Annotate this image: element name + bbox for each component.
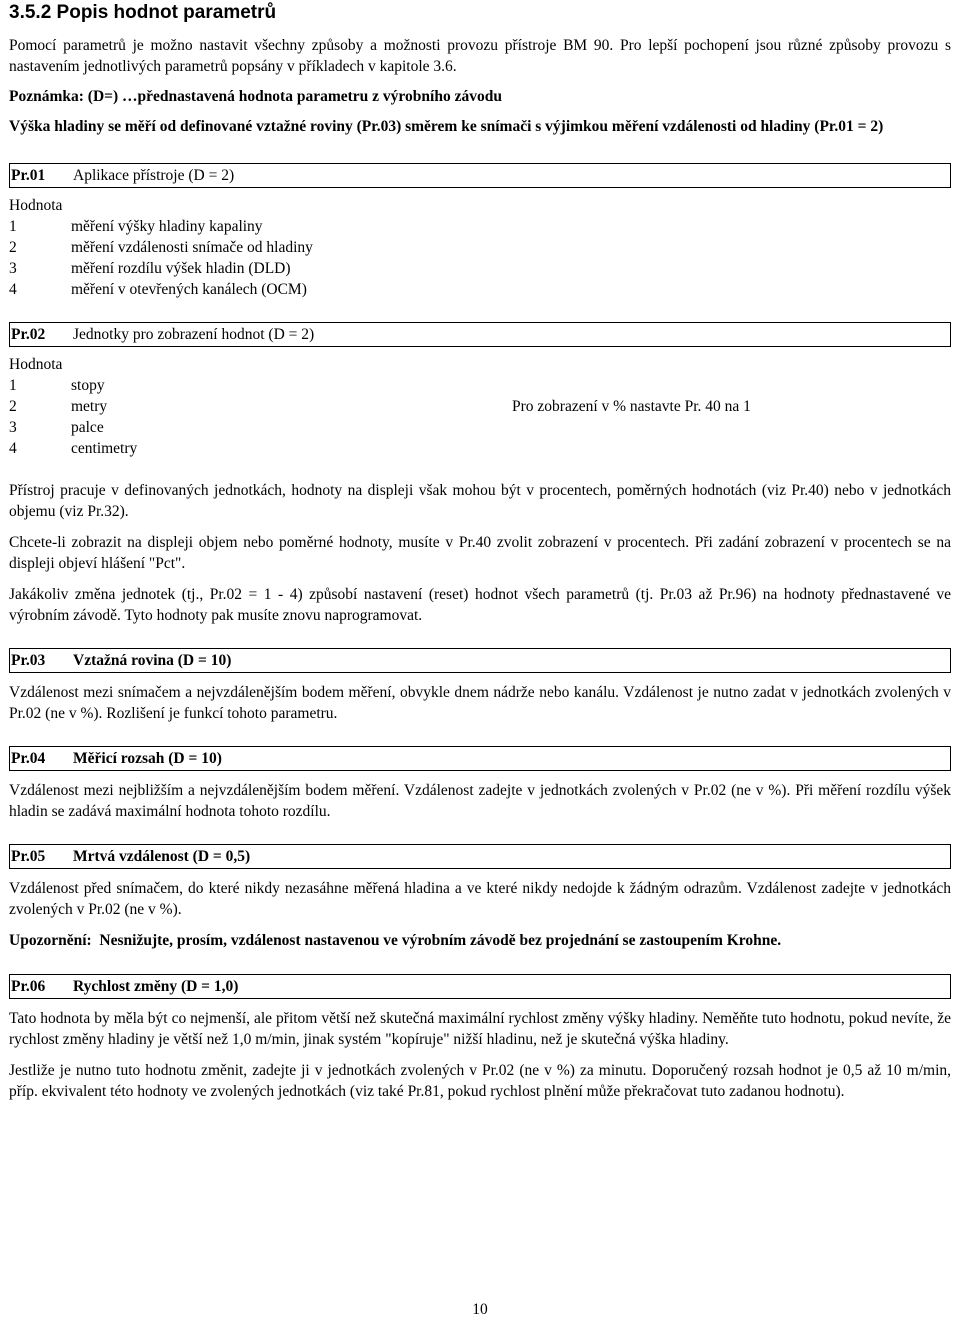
pr02-paragraph-1: Přístroj pracuje v definovaných jednotkách, hodnoty na displeji však mohou být v procentech, poměrných hodnotách (viz Pr.40) nebo v jednotkách objemu (viz Pr.32). <box>9 482 951 520</box>
value-row <box>9 258 951 279</box>
value-number: 2 <box>9 398 17 415</box>
value-number: 1 <box>9 377 17 394</box>
warning-text: Nesnižujte, prosím, vzdálenost nastavenou ve výrobním závodě bez projednání se zastoupením Krohne. <box>99 932 782 949</box>
value-number: 2 <box>9 239 17 256</box>
value-number: 4 <box>9 281 17 298</box>
param-name: Aplikace přístroje (D = 2) <box>73 166 235 184</box>
pr06-paragraph-1: Tato hodnota by měla být co nejmenší, ale přitom větší než skutečná maximální rychlost změny výšky hladiny. Neměňte tuto hodnotu, pokud nevíte, že rychlost změny hladiny je větší než 1,0 m/min, jinak systém "kopíruje" nižší hladinu, než je skutečná výška hladiny. <box>9 1010 951 1048</box>
pr05-paragraph-1: Vzdálenost před snímačem, do které nikdy nezasáhne měřená hladina a ve které nikdy nedojde k žádným odrazům. Vzdálenost zadejte v jednotkách zvolených v Pr.02 (ne v %). <box>9 880 951 918</box>
default-value-note: Poznámka: (D=) …přednastavená hodnota parametru z výrobního závodu <box>9 88 502 105</box>
value-number: 3 <box>9 260 17 277</box>
param-header-pr02 <box>9 322 951 347</box>
value-number: 4 <box>9 440 17 457</box>
value-row <box>9 417 951 438</box>
value-label: měření výšky hladiny kapaliny <box>71 218 263 235</box>
value-note: Pro zobrazení v % nastavte Pr. 40 na 1 <box>512 398 751 415</box>
page-number: 10 <box>472 1301 488 1318</box>
value-label: palce <box>71 419 104 436</box>
value-row <box>9 237 951 258</box>
value-number: 3 <box>9 419 17 436</box>
value-row <box>9 396 951 417</box>
pr02-paragraph-3: Jakákoliv změna jednotek (tj., Pr.02 = 1 - 4) způsobí nastavení (reset) hodnot všech parametrů (tj. Pr.03 až Pr.96) na hodnoty přednastavené ve výrobním závodě. Tyto hodnoty pak musíte znovu naprogramovat. <box>9 586 951 624</box>
param-header-pr03 <box>9 648 951 673</box>
param-header-pr04 <box>9 746 951 771</box>
pr06-paragraph-2: Jestliže je nutno tuto hodnotu změnit, zadejte ji v jednotkách zvolených v Pr.02 (ne v %) za minutu. Doporučený rozsah hodnot je 0,5 až 10 m/min, příp. ekvivalent této hodnoty ve zvolených jednotkách (viz také Pr.81, pokud rychlost plnění může překračovat tuto zadanou hodnotu). <box>9 1062 951 1100</box>
value-label: měření v otevřených kanálech (OCM) <box>71 281 307 298</box>
param-number: Pr.01 <box>11 166 46 184</box>
param-number: Pr.02 <box>11 325 46 343</box>
value-label: měření rozdílu výšek hladin (DLD) <box>71 260 291 277</box>
section-title: 3.5.2 Popis hodnot parametrů <box>9 2 277 23</box>
param-name: Vztažná rovina (D = 10) <box>73 651 232 669</box>
value-row <box>9 438 951 459</box>
param-header-pr01 <box>9 163 951 188</box>
value-label: stopy <box>71 377 105 394</box>
param-header-pr06 <box>9 974 951 999</box>
param-number: Pr.04 <box>11 749 46 767</box>
warning-label: Upozornění: <box>9 932 92 949</box>
param-header-pr05 <box>9 844 951 869</box>
value-row <box>9 216 951 237</box>
pr05-warning <box>9 930 951 951</box>
param-name: Jednotky pro zobrazení hodnot (D = 2) <box>73 325 315 343</box>
value-label: metry <box>71 398 108 415</box>
value-row <box>9 279 951 300</box>
intro-paragraph: Pomocí parametrů je možno nastavit všechny způsoby a možnosti provozu přístroje BM 90. Pro lepší pochopení jsou různé způsoby provozu s nastavením jednotlivých parametrů popsány v příkladech v kapitole 3.6. <box>9 37 951 75</box>
value-label: měření vzdálenosti snímače od hladiny <box>71 239 313 256</box>
level-measurement-note: Výška hladiny se měří od definované vztažné roviny (Pr.03) směrem ke snímači s výjimkou měření vzdálenosti od hladiny (Pr.01 = 2) <box>9 118 884 135</box>
pr03-paragraph-1: Vzdálenost mezi snímačem a nejvzdálenějším bodem měření, obvykle dnem nádrže nebo kanálu. Vzdálenost je nutno zadat v jednotkách zvolených v Pr.02 (ne v %). Rozlišení je funkcí tohoto parametru. <box>9 684 951 722</box>
param-number: Pr.05 <box>11 847 46 865</box>
value-number: 1 <box>9 218 17 235</box>
value-header: Hodnota <box>9 197 63 214</box>
param-name: Měřicí rozsah (D = 10) <box>73 749 222 767</box>
pr02-paragraph-2: Chcete-li zobrazit na displeji objem nebo poměrné hodnoty, musíte v Pr.40 zvolit zobrazení v procentech. Při zadání zobrazení v procentech se na displeji objeví hlášení "Pct". <box>9 534 951 572</box>
pr04-paragraph-1: Vzdálenost mezi nejbližším a nejvzdálenějším bodem měření. Vzdálenost zadejte v jednotkách zvolených v Pr.02 (ne v %). Při měření rozdílu výšek hladin se zadává maximální hodnota tohoto rozdílu. <box>9 782 951 820</box>
param-name: Rychlost změny (D = 1,0) <box>73 977 239 995</box>
param-number: Pr.06 <box>11 977 46 995</box>
param-name: Mrtvá vzdálenost (D = 0,5) <box>73 847 251 865</box>
value-header: Hodnota <box>9 356 63 373</box>
param-number: Pr.03 <box>11 651 46 669</box>
value-row <box>9 375 951 396</box>
document-page <box>9 0 951 1102</box>
value-label: centimetry <box>71 440 138 457</box>
